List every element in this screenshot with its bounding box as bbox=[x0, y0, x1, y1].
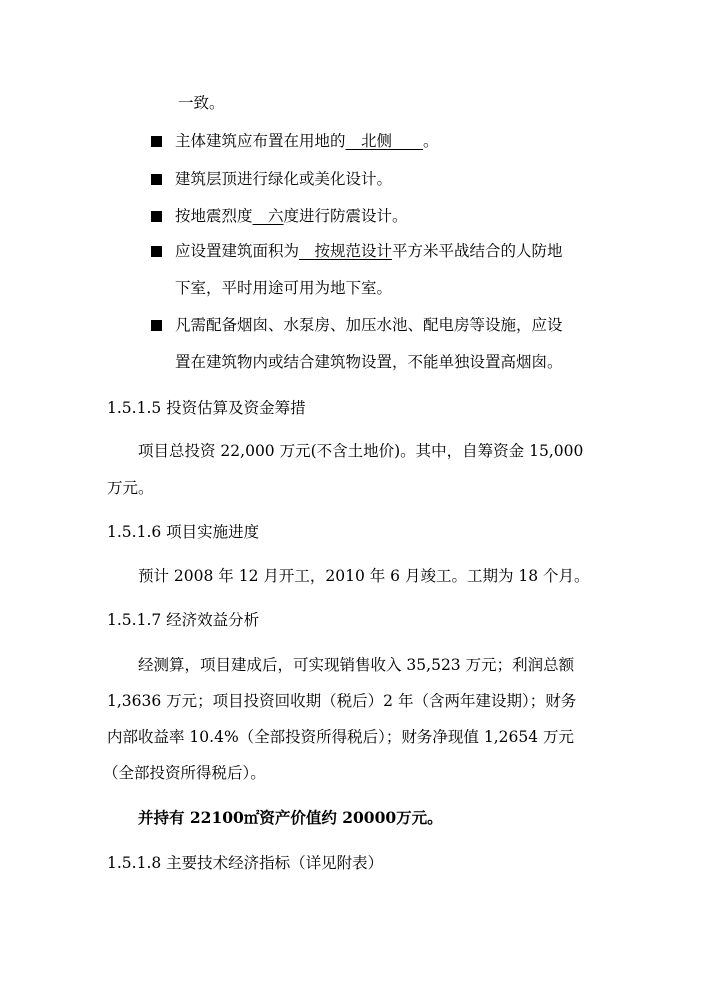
bullet-item-4: 应设置建筑面积为 按规范设计平方米平战结合的人防地 bbox=[175, 242, 563, 260]
paragraph-line: 项目总投资 22,000 万元(不含土地价)。其中，自筹资金 15,000 bbox=[138, 442, 584, 460]
bullet-item-4-continuation: 下室，平时用途可用为地下室。 bbox=[175, 279, 393, 297]
paragraph-line: （全部投资所得税后）。 bbox=[103, 764, 266, 782]
section-heading: 1.5.1.7 经济效益分析 bbox=[107, 611, 260, 629]
paragraph-line: 预计 2008 年 12 月开工，2010 年 6 月竣工。工期为 18 个月。 bbox=[138, 567, 590, 585]
bullet-item-5-continuation: 置在建筑物内或结合建筑物设置，不能单独设置高烟囱。 bbox=[175, 353, 563, 371]
paragraph-line: 万元。 bbox=[107, 479, 154, 497]
square-bullet-icon bbox=[151, 136, 162, 147]
square-bullet-icon bbox=[151, 246, 162, 257]
section-heading: 1.5.1.8 主要技术经济指标（详见附表） bbox=[107, 854, 384, 872]
bullet-item-1: 主体建筑应布置在用地的 北侧 。 bbox=[175, 132, 439, 150]
underlined-blank: 按规范设计 bbox=[299, 242, 393, 260]
bullet-item-3: 按地震烈度 六度进行防震设计。 bbox=[175, 207, 408, 225]
section-heading: 1.5.1.6 项目实施进度 bbox=[107, 523, 260, 541]
bullet-item-5: 凡需配备烟囱、水泵房、加压水池、配电房等设施，应设 bbox=[175, 316, 563, 334]
paragraph-line: 经测算，项目建成后，可实现销售收入 35,523 万元；利润总额 bbox=[138, 656, 575, 674]
underlined-blank: 北侧 bbox=[345, 132, 424, 150]
square-bullet-icon bbox=[151, 211, 162, 222]
section-heading: 1.5.1.5 投资估算及资金筹措 bbox=[107, 399, 306, 417]
continuation-text: 一致。 bbox=[178, 94, 225, 112]
square-bullet-icon bbox=[151, 174, 162, 185]
paragraph-line: 1,3636 万元；项目投资回收期（税后）2 年（含两年建设期）；财务 bbox=[107, 692, 577, 710]
bullet-item-2: 建筑层顶进行绿化或美化设计。 bbox=[175, 170, 393, 188]
underlined-blank: 六 bbox=[252, 207, 284, 225]
bold-highlight-line: 并持有 22100㎡资产价值约 20000万元。 bbox=[138, 808, 443, 827]
paragraph-line: 内部收益率 10.4%（全部投资所得税后）；财务净现值 1,2654 万元 bbox=[107, 728, 575, 746]
square-bullet-icon bbox=[151, 320, 162, 331]
